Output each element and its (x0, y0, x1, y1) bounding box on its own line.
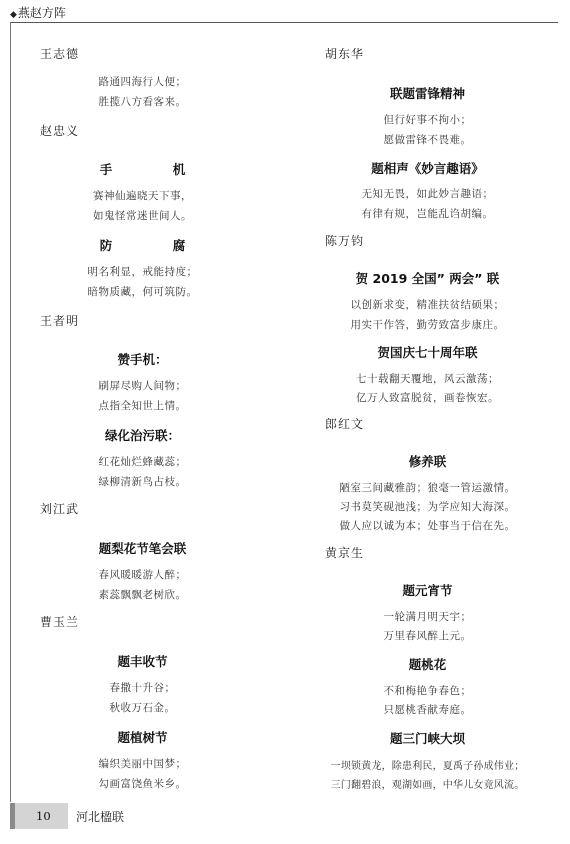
couplet-title: 题桃花 (408, 657, 447, 672)
couplet-line: 一坝锁黄龙，除患利民，夏禹子孙成伟业； (330, 761, 525, 772)
couplet-line: 但行好事不拘小； (383, 114, 472, 126)
couplet-line: 勾画富饶鱼米乡。 (98, 778, 187, 790)
author-name: 赵忠义 (40, 124, 80, 138)
couplet-line: 暗物质藏，何可筑防。 (87, 286, 198, 298)
couplet-line: 万里春风醉上元。 (383, 630, 472, 642)
footer-accent-bar (10, 803, 15, 829)
section-label-text: 燕赵方阵 (17, 6, 66, 20)
couplet-title: 题三门峡大坝 (389, 731, 465, 746)
couplet-title: 贺国庆七十周年联 (377, 345, 478, 360)
couplet-line: 红花灿烂蜂藏蕊； (98, 456, 187, 468)
couplet-title: 联题雷锋精神 (389, 86, 465, 101)
couplet-line: 明名利显，戒能持度； (87, 266, 198, 278)
couplet-line: 三门翻碧浪，观湖如画，中华儿女竟风流。 (330, 780, 525, 791)
couplet-line: 做人应以诚为本；处事当于信在先。 (339, 520, 516, 532)
diamond-icon: ◆ (10, 10, 17, 20)
couplet-title: 防 腐 (99, 238, 210, 253)
couplet-line: 编织美丽中国梦； (98, 758, 187, 770)
couplet-title: 赞手机： (117, 352, 168, 367)
couplet-line: 如鬼怪常迷世间人。 (93, 210, 192, 222)
couplet-line: 以创新求变，精准扶贫结硕果； (350, 299, 505, 311)
couplet-line: 路通四海行人便； (98, 76, 187, 88)
couplet-line: 不和梅艳争春色； (383, 685, 472, 697)
couplet-line: 用实干作答，勤劳致富步康庄。 (350, 319, 505, 331)
couplet-title: 题丰收节 (117, 654, 168, 669)
couplet-title: 题梨花节笔会联 (98, 541, 187, 556)
couplet-title: 题植树节 (117, 730, 168, 745)
couplet-line: 秋收万石金。 (109, 702, 176, 714)
couplet-line: 习书莫笑砚池浅；为学应知大海深。 (339, 501, 516, 513)
couplet-line: 春风暖暖游人醉； (98, 569, 187, 581)
page-number: 10 (36, 809, 51, 823)
couplet-line: 无知无畏，如此妙言趣语； (361, 188, 494, 200)
couplet-title: 贺 2019 全国” 两会” 联 (355, 271, 500, 286)
couplet-line: 点指全知世上情。 (98, 400, 187, 412)
couplet-line: 七十载翻天覆地，风云激荡； (356, 373, 499, 385)
couplet-line: 赛神仙遍晓天下事， (93, 190, 192, 202)
header-section-label (10, 4, 66, 21)
couplet-line: 陋室三间藏雅韵；狼毫一管运激情。 (339, 482, 516, 494)
author-name: 郎红文 (325, 417, 365, 431)
couplet-line: 绿柳清新鸟占枝。 (98, 476, 187, 488)
header-rule (10, 22, 558, 23)
author-name: 黄京生 (325, 546, 365, 560)
couplet-line: 亿万人致富脱贫，画卷恢宏。 (356, 392, 499, 404)
couplet-line: 有律有规，岂能乱诌胡编。 (361, 208, 494, 220)
couplet-line: 春撒十升谷； (109, 682, 176, 694)
couplet-title: 题元宵节 (402, 583, 453, 598)
couplet-line: 素蕊飘飘老树欣。 (98, 589, 187, 601)
couplet-line: 胜揽八方看客来。 (98, 96, 187, 108)
couplet-line: 愿做雷锋不畏难。 (383, 134, 472, 146)
author-name: 胡东华 (325, 47, 365, 61)
journal-name: 河北楹联 (76, 810, 125, 824)
couplet-title: 修养联 (408, 454, 447, 469)
couplet-title: 手 机 (99, 162, 210, 177)
couplet-title: 绿化治污联： (104, 428, 180, 443)
author-name: 王者明 (40, 314, 80, 328)
author-name: 曹玉兰 (40, 615, 80, 629)
couplet-line: 只愿桃香献寿庭。 (383, 704, 472, 716)
author-name: 陈万钧 (325, 234, 365, 248)
couplet-line: 一轮满月明天宇； (383, 611, 472, 623)
couplet-line: 刷屏尽购人间物； (98, 380, 187, 392)
couplet-title: 题相声《妙言趣语》 (371, 161, 484, 176)
author-name: 刘江武 (40, 502, 80, 516)
author-name: 王志德 (40, 47, 80, 61)
